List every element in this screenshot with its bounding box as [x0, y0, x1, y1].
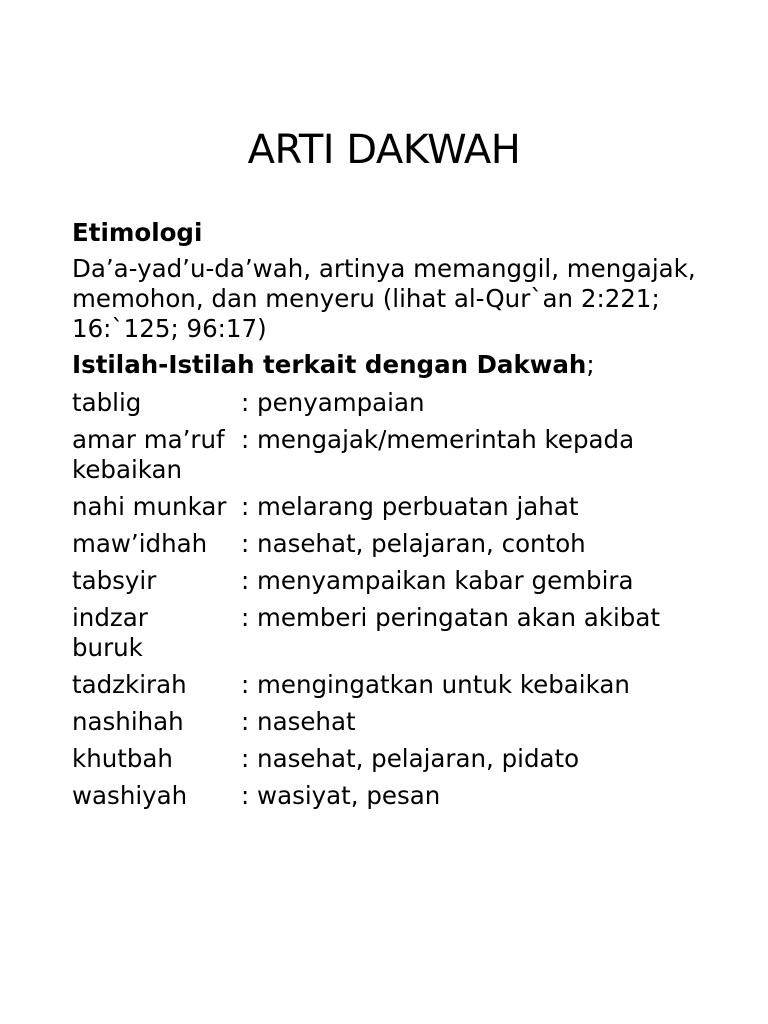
term-row: [72, 566, 732, 596]
etimologi-text: Da’a-yad’u-da’wah, artinya memanggil, mengajak, memohon, dan menyeru (lihat al-Qur`an 2:221; 16:`125; 96:17): [72, 254, 696, 343]
istilah-heading-line: [72, 350, 732, 380]
term-label: tadzkirah: [72, 670, 187, 699]
term-definition: : memberi peringatan akan akibat: [241, 603, 660, 632]
term-label: khutbah: [72, 744, 173, 773]
slide-content: [72, 218, 732, 818]
term-row: [72, 707, 732, 737]
term-definition: : menyampaikan kabar gembira: [241, 566, 634, 595]
term-row: [72, 781, 732, 811]
term-row-line: [72, 425, 732, 455]
term-row: [72, 388, 732, 418]
term-label: amar ma’ruf: [72, 425, 225, 454]
term-label: tablig: [72, 388, 142, 417]
term-row: [72, 492, 732, 522]
term-row-line: [72, 603, 732, 633]
istilah-heading: Istilah-Istilah terkait dengan Dakwah: [72, 350, 587, 379]
term-definition: : nasehat, pelajaran, pidato: [241, 744, 580, 773]
term-definition: : mengajak/memerintah kepada: [241, 425, 635, 454]
terms-list: [72, 388, 732, 811]
term-label: nashihah: [72, 707, 184, 736]
page-title: ARTI DAKWAH: [247, 127, 521, 173]
term-row: [72, 670, 732, 700]
term-row: [72, 744, 732, 774]
term-definition: : wasiyat, pesan: [241, 781, 441, 810]
term-label: nahi munkar: [72, 492, 227, 521]
etimologi-heading: Etimologi: [72, 218, 203, 247]
term-label: indzar: [72, 603, 148, 632]
term-definition-continuation: buruk: [72, 633, 143, 662]
term-label: tabsyir: [72, 566, 157, 595]
term-label: maw’idhah: [72, 529, 208, 558]
term-definition: : nasehat: [241, 707, 356, 736]
istilah-heading-punct: ;: [586, 350, 595, 379]
term-definition: : melarang perbuatan jahat: [241, 492, 579, 521]
term-row: [72, 425, 732, 485]
term-label: washiyah: [72, 781, 188, 810]
term-row: [72, 603, 732, 663]
term-definition: : nasehat, pelajaran, contoh: [241, 529, 586, 558]
term-definition-continuation: kebaikan: [72, 455, 183, 484]
term-definition: : mengingatkan untuk kebaikan: [241, 670, 630, 699]
term-definition: : penyampaian: [241, 388, 425, 417]
term-row: [72, 529, 732, 559]
